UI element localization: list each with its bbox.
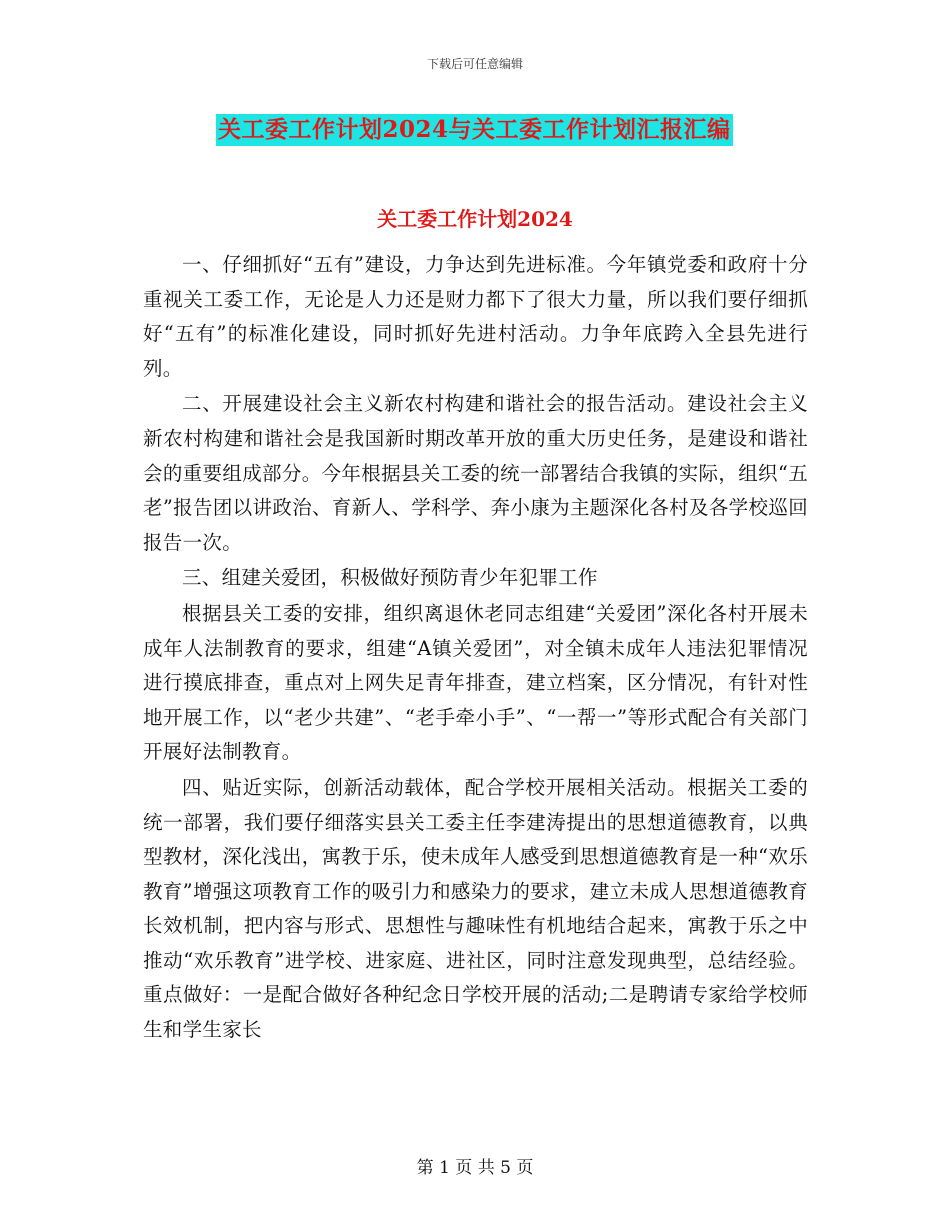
page-footer: 第 1 页 共 5 页 [416,1158,534,1178]
section-title: 关工委工作计划2024 [377,207,573,231]
paragraph-4: 根据县关工委的安排，组织离退休老同志组建“关爱团”深化各村开展未成年人法制教育的要求，组建“A镇关爱团”，对全镇未成年人违法犯罪情况进行摸底排查，重点对上网失足青年排查，建立档案，区分情况，有针对性地开展工作，以“老少共建”、“老手牵小手”、“一帮一”等形式配合有关部门开展好法制教育。 [143,601,808,764]
header-note: 下载后可任意编辑 [426,57,523,71]
paragraph-2: 二、开展建设社会主义新农村构建和谐社会的报告活动。建设社会主义新农村构建和谐社会是我国新时期改革开放的重大历史任务，是建设和谐社会的重要组成部分。今年根据县关工委的统一部署结合我镇的实际，组织“五老”报告团以讲政治、育新人、学科学、奔小康为主题深化各村及各学校巡回报告一次。 [143,392,808,554]
document-body [143,248,808,1049]
document-title: 关工委工作计划2024与关工委工作计划汇报汇编 [216,114,733,146]
paragraph-1: 一、仔细抓好“五有”建设，力争达到先进标准。今年镇党委和政府十分重视关工委工作，无论是人力还是财力都下了很大力量，所以我们要仔细抓好“五有”的标准化建设，同时抓好先进村活动。力争年底跨入全县先进行列。 [143,253,808,380]
paragraph-5: 四、贴近实际，创新活动载体，配合学校开展相关活动。根据关工委的统一部署，我们要仔细落实县关工委主任李建涛提出的思想道德教育，以典型教材，深化浅出，寓教于乐，使未成年人感受到思想道德教育是一种“欢乐教育”增强这项教育工作的吸引力和感染力的要求，建立未成人思想道德教育长效机制，把内容与形式、思想性与趣味性有机地结合起来，寓教于乐之中推动“欢乐教育”进学校、进家庭、进社区，同时注意发现典型，总结经验。重点做好：一是配合做好各种纪念日学校开展的活动;二是聘请专家给学校师生和学生家长 [143,775,808,1042]
paragraph-3-heading: 三、组建关爱团，积极做好预防青少年犯罪工作 [182,566,598,590]
